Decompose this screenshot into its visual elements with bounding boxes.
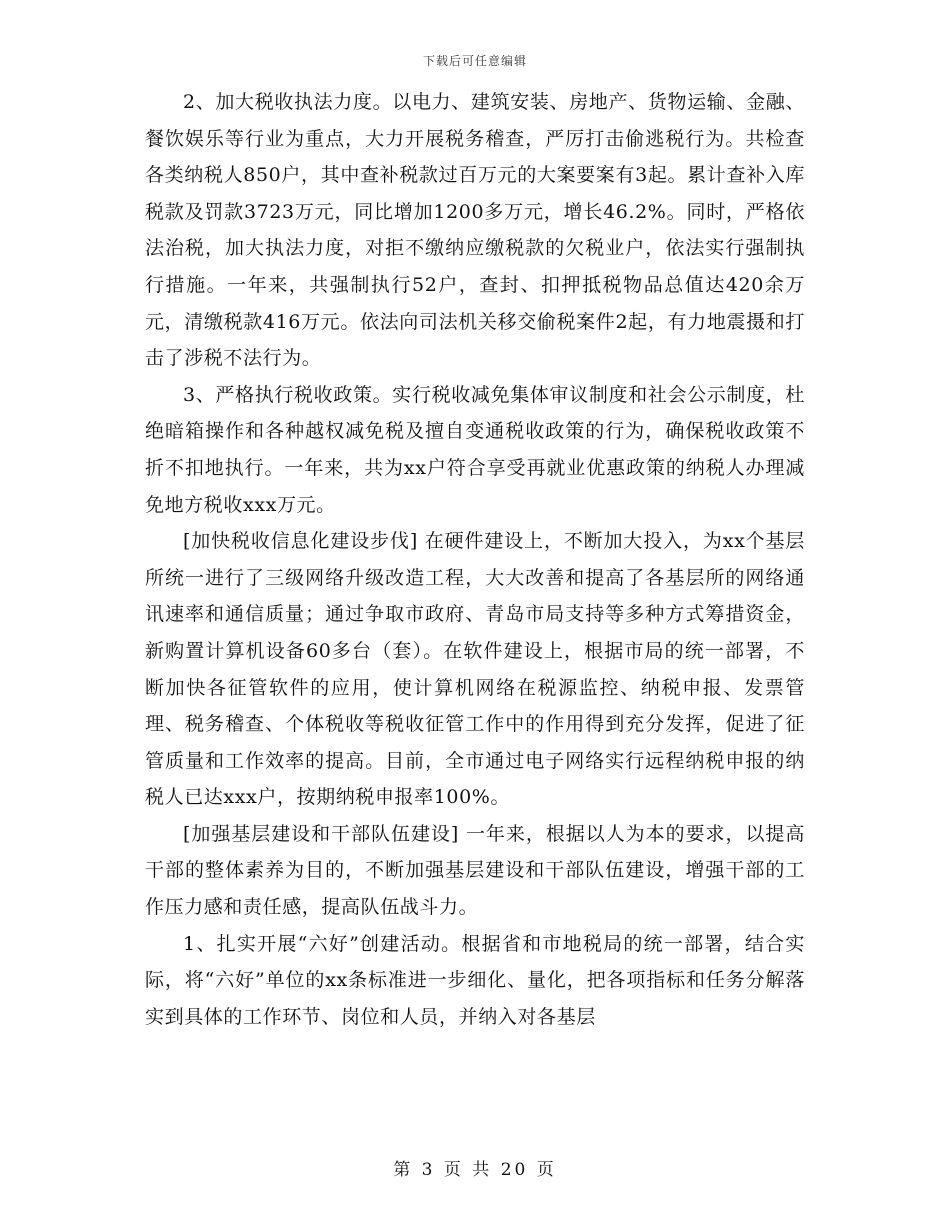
paragraph-tax-informatization: [加快税收信息化建设步伐] 在硬件建设上，不断加大投入，为xx个基层所统一进行了三级网络升级改造工程，大大改善和提高了各基层所的网络通讯速率和通信质量；通过争取市政府、青岛市局支持等多种方式筹措资金，新购置计算机设备60多台（套）。在软件建设上，根据市局的统一部署，不断加快各征管软件的应用，使计算机网络在税源监控、纳税申报、发票管理、税务稽查、个体税收等税收征管工作中的作用得到充分发挥，促进了征管质量和工作效率的提高。目前，全市通过电子网络实行远程纳税申报的纳税人已达xxx户，按期纳税申报率100%。	[145, 530, 805, 809]
page-header-note: 下载后可任意编辑	[422, 54, 527, 68]
document-body	[145, 84, 805, 1035]
paragraph-tax-enforcement: 2、加大税收执法力度。以电力、建筑安装、房地产、货物运输、金融、餐饮娱乐等行业为重点，大力开展税务稽查，严厉打击偷逃税行为。共检查各类纳税人850户，其中查补税款过百万元的大案要案有3起。累计查补入库税款及罚款3723万元，同比增加1200多万元，增长46.2%。同时，严格依法治税，加大执法力度，对拒不缴纳应缴税款的欠税业户，依法实行强制执行措施。一年来，共强制执行52户，查封、扣押抵税物品总值达420余万元，清缴税款416万元。依法向司法机关移交偷税案件2起，有力地震摄和打击了涉税不法行为。	[145, 91, 805, 370]
paragraph-team-building: [加强基层建设和干部队伍建设] 一年来，根据以人为本的要求，以提高干部的整体素养为目的，不断加强基层建设和干部队伍建设，增强干部的工作压力感和责任感，提高队伍战斗力。	[145, 822, 805, 919]
paragraph-six-good-campaign: 1、扎实开展“六好”创建活动。根据省和市地税局的统一部署，结合实际，将“六好”单位的xx条标准进一步细化、量化，把各项指标和任务分解落实到具体的工作环节、岗位和人员，并纳入对各基层	[145, 932, 805, 1028]
page-number-footer: 第 3 页 共 20 页	[393, 1160, 557, 1180]
paragraph-tax-policy: 3、严格执行税收政策。实行税收减免集体审议制度和社会公示制度，杜绝暗箱操作和各种越权减免税及擅自变通税收政策的行为，确保税收政策不折不扣地执行。一年来，共为xx户符合享受再就业优惠政策的纳税人办理减免地方税收xxx万元。	[145, 383, 805, 516]
